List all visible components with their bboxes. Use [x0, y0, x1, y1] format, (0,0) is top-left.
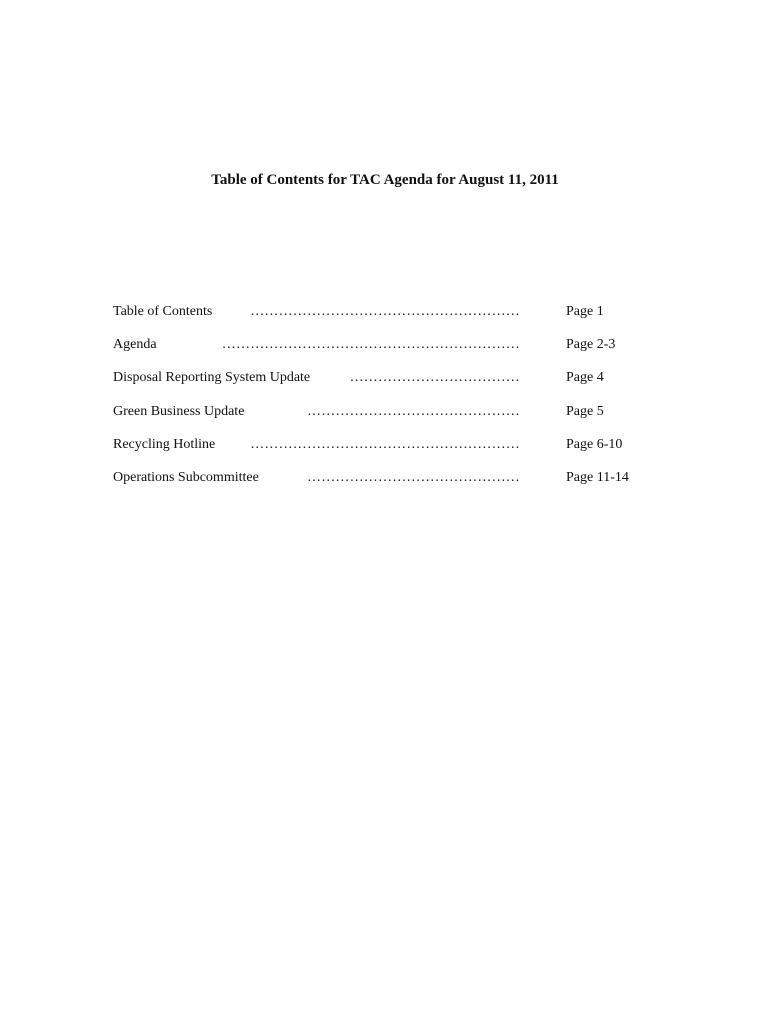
toc-entry-operations-subcommittee[interactable]: [113, 468, 673, 501]
toc-dot-leader: …………………………………………………: [250, 304, 520, 319]
toc-page-number: Page 4: [566, 370, 604, 386]
toc-entry-label: Table of Contents: [113, 304, 213, 319]
toc-entry-table-of-contents[interactable]: [113, 302, 673, 335]
toc-entry-recycling-hotline[interactable]: [113, 435, 673, 468]
toc-dot-leader: …………………………………………………: [250, 436, 520, 452]
toc-dot-leader: ………………………………………: [307, 469, 520, 485]
toc-entry-label: Recycling Hotline: [113, 436, 216, 452]
toc-page-number: Page 5: [566, 403, 604, 419]
toc-page-number: Page 11-14: [566, 469, 629, 485]
toc-page-number: Page 1: [566, 304, 604, 319]
toc-page-number: Page 6-10: [566, 436, 623, 452]
toc-page-number: Page 2-3: [566, 337, 616, 353]
page-title: Table of Contents for TAC Agenda for August 11, 2011: [211, 172, 559, 188]
toc-entry-label: Green Business Update: [113, 403, 245, 419]
toc-entry-disposal-reporting[interactable]: [113, 368, 673, 401]
toc-dot-leader: ………………………………: [349, 370, 520, 386]
toc-entry-green-business[interactable]: [113, 402, 673, 435]
toc-entry-label: Disposal Reporting System Update: [113, 370, 311, 386]
toc-entry-label: Operations Subcommittee: [113, 469, 259, 485]
toc-dot-leader: ………………………………………………………: [221, 337, 520, 353]
toc-entry-label: Agenda: [113, 337, 157, 353]
table-of-contents: [113, 302, 673, 501]
toc-entry-agenda[interactable]: [113, 335, 673, 368]
toc-dot-leader: ………………………………………: [307, 403, 520, 419]
